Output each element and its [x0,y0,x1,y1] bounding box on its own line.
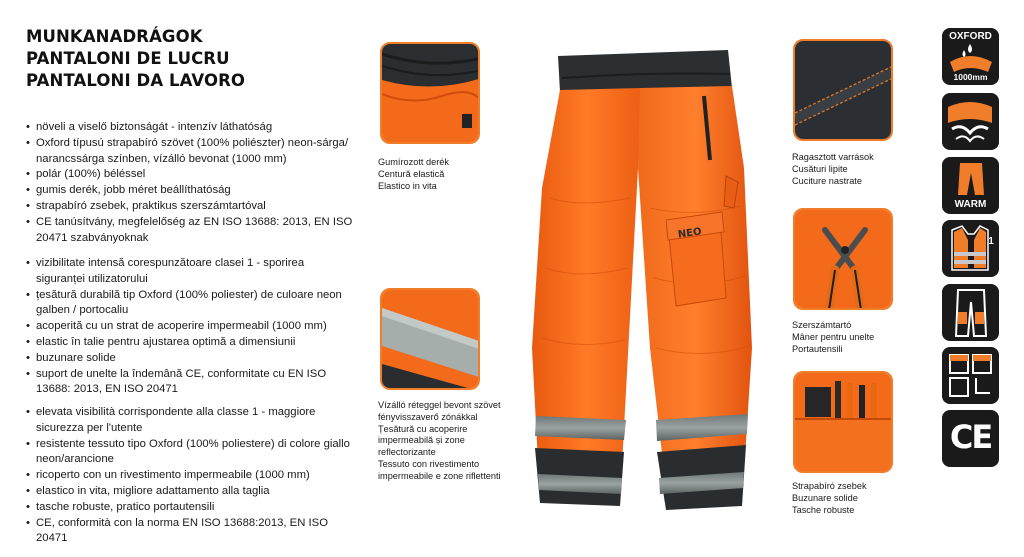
title-hu: MUNKANADRÁGOK [26,27,203,46]
list-item: • suport de unelte la îndemână CE, conformitate cu EN ISO 13688: 2013, EN ISO 20471 [26,367,356,399]
taped-seams-caption: Ragasztott varrások Cusături lipite Cuciture nastrate [792,152,874,186]
list-item: • tasche robuste, pratico portautensili [26,500,356,516]
list-item: • elastic în talie pentru ajustarea optimă a dimensiunii [26,335,356,351]
list-item: • țesătură durabilă tip Oxford (100% poliester) de culoare neon galben / portocaliu [26,288,356,320]
list-item: • növeli a viselő biztonságát - intenzív láthatóság [26,120,356,136]
list-item: • vizibilitate intensă corespunzătoare clasei 1 - sporirea siguranței utilizatorului [26,256,356,288]
list-item: • buzunare solide [26,351,356,367]
list-item: • elevata visibilità corrispondente alla classe 1 - maggiore sicurezza per l'utente [26,405,356,437]
work-trousers-image [520,48,760,533]
list-item: • acoperită cu un strat de acoperire impermeabil (1000 mm) [26,319,356,335]
title-it: PANTALONI DA LAVORO [26,71,246,90]
title-ro: PANTALONI DE LUCRU [26,49,230,68]
list-item: • polár (100%) béléssel [26,167,356,183]
reflective-fabric-detail [380,288,480,390]
list-item: • CE, conformità con la norma EN ISO 13688:2013, EN ISO 20471 [26,516,356,548]
list-item: • strapabíró zsebek, praktikus szerszámtartóval [26,199,356,215]
oxford-1000mm-icon: OXFORD 1000mm [942,28,999,85]
list-item: • elastico in vita, migliore adattamento alla taglia [26,484,356,500]
product-titles [26,26,245,92]
pockets-and-bottoms-icon [942,347,999,404]
knee-pad-pockets-icon [942,284,999,341]
ce-mark-icon: CE [942,410,999,467]
fleece-lining-icon [942,93,999,150]
list-item: • resistente tessuto tipo Oxford (100% poliestere) di colore giallo neon/arancione [26,437,356,469]
hi-vis-class-icon: 1 [942,220,999,277]
durable-pockets-detail [793,371,893,473]
feature-list-ro [26,256,356,398]
tool-holder-caption: Szerszámtartó Mâner pentru unelte Portautensili [792,320,875,354]
durable-pockets-caption: Strapabíró zsebek Buzunare solide Tasche robuste [792,481,867,515]
tool-holder-detail [793,208,893,310]
elastic-waist-caption: Gumírozott derék Centură elastică Elastico in vita [378,157,449,191]
feature-list-hu [26,120,356,246]
warm-trousers-icon: WARM [942,157,999,214]
reflective-fabric-caption: Vízálló réteggel bevont szövet fényvisszaverő zónákkal Țesătură cu acoperire impermeabilă și zone reflectorizante Tessuto con rivestimento impermeabile e zone riflettenti [378,400,501,481]
taped-seams-detail [793,39,893,141]
list-item: • gumis derék, jobb méret beállíthatóság [26,183,356,199]
list-item: • CE tanúsítvány, megfelelőség az EN ISO 13688: 2013, EN ISO 20471 szabványoknak [26,215,356,247]
brand-logo: NEO [677,226,703,241]
list-item: • ricoperto con un rivestimento impermeabile (1000 mm) [26,468,356,484]
elastic-waist-detail [380,42,480,144]
feature-list-it [26,405,356,547]
list-item: • Oxford típusú strapabíró szövet (100% poliészter) neon-sárga/ narancssárga színben, vízálló bevonat (1000 mm) [26,136,356,168]
